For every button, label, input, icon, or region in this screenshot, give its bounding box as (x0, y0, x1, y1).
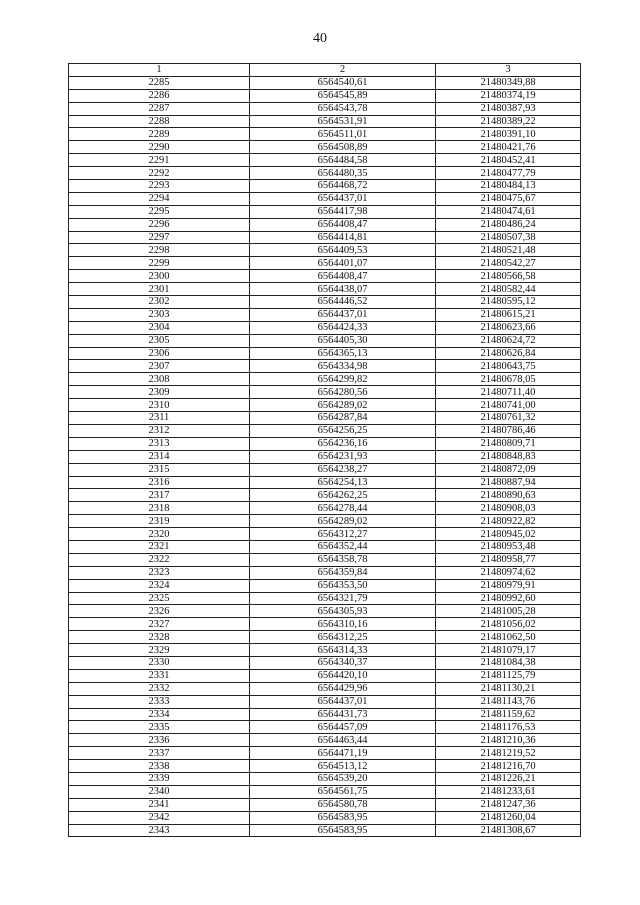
table-row (69, 334, 581, 347)
coordinate-y-cell: 21481062,50 (436, 631, 581, 644)
point-number-cell: 2327 (69, 618, 250, 631)
table-row (69, 760, 581, 773)
point-number-cell: 2338 (69, 760, 250, 773)
coordinate-y-cell: 21481308,67 (436, 824, 581, 837)
coordinate-y-cell: 21480992,60 (436, 592, 581, 605)
coordinate-x-cell: 6564511,01 (250, 128, 436, 141)
table-row (69, 373, 581, 386)
table-row (69, 167, 581, 180)
coordinate-y-cell: 21480979,91 (436, 579, 581, 592)
coordinate-x-cell: 6564437,01 (250, 192, 436, 205)
coordinate-x-cell: 6564437,01 (250, 308, 436, 321)
table-row (69, 695, 581, 708)
point-number-cell: 2343 (69, 824, 250, 837)
table-row (69, 283, 581, 296)
point-number-cell: 2288 (69, 115, 250, 128)
coordinate-x-cell: 6564254,13 (250, 476, 436, 489)
table-row (69, 489, 581, 502)
coordinate-y-cell: 21480809,71 (436, 437, 581, 450)
point-number-cell: 2325 (69, 592, 250, 605)
coordinate-y-cell: 21481079,17 (436, 644, 581, 657)
coordinate-y-cell: 21481084,38 (436, 656, 581, 669)
point-number-cell: 2303 (69, 308, 250, 321)
table-row (69, 515, 581, 528)
coordinate-y-cell: 21480582,44 (436, 283, 581, 296)
point-number-cell: 2326 (69, 605, 250, 618)
point-number-cell: 2313 (69, 437, 250, 450)
point-number-cell: 2318 (69, 502, 250, 515)
point-number-cell: 2294 (69, 192, 250, 205)
point-number-cell: 2341 (69, 798, 250, 811)
coordinate-y-cell: 21481216,70 (436, 760, 581, 773)
coordinate-x-cell: 6564312,27 (250, 528, 436, 541)
point-number-cell: 2304 (69, 321, 250, 334)
point-number-cell: 2335 (69, 721, 250, 734)
point-number-cell: 2329 (69, 644, 250, 657)
coordinate-y-cell: 21480484,13 (436, 180, 581, 193)
coordinate-x-cell: 6564431,73 (250, 708, 436, 721)
coordinate-y-cell: 21480945,02 (436, 528, 581, 541)
point-number-cell: 2301 (69, 283, 250, 296)
table-row (69, 399, 581, 412)
coordinate-x-cell: 6564408,47 (250, 218, 436, 231)
coordinate-y-cell: 21480974,62 (436, 566, 581, 579)
coordinate-y-cell: 21480711,40 (436, 386, 581, 399)
point-number-cell: 2307 (69, 360, 250, 373)
coordinate-y-cell: 21481143,76 (436, 695, 581, 708)
coordinate-x-cell: 6564262,25 (250, 489, 436, 502)
point-number-cell: 2298 (69, 244, 250, 257)
coordinate-x-cell: 6564424,33 (250, 321, 436, 334)
point-number-cell: 2339 (69, 772, 250, 785)
table-row (69, 296, 581, 309)
coordinate-y-cell: 21480387,93 (436, 102, 581, 115)
coordinate-y-cell: 21480521,48 (436, 244, 581, 257)
table-row (69, 244, 581, 257)
coordinate-y-cell: 21480626,84 (436, 347, 581, 360)
coordinate-x-cell: 6564545,89 (250, 89, 436, 102)
coordinate-y-cell: 21480452,41 (436, 154, 581, 167)
coordinate-x-cell: 6564358,78 (250, 553, 436, 566)
table-row (69, 476, 581, 489)
table-row (69, 824, 581, 837)
table-row (69, 721, 581, 734)
coordinate-x-cell: 6564543,78 (250, 102, 436, 115)
coordinate-y-cell: 21481247,36 (436, 798, 581, 811)
point-number-cell: 2319 (69, 515, 250, 528)
point-number-cell: 2317 (69, 489, 250, 502)
point-number-cell: 2290 (69, 141, 250, 154)
coordinate-x-cell: 6564289,02 (250, 515, 436, 528)
coordinate-y-cell: 21480958,77 (436, 553, 581, 566)
coordinate-y-cell: 21480391,10 (436, 128, 581, 141)
coordinate-y-cell: 21481260,04 (436, 811, 581, 824)
table-row (69, 154, 581, 167)
coordinate-x-cell: 6564437,01 (250, 695, 436, 708)
point-number-cell: 2297 (69, 231, 250, 244)
point-number-cell: 2285 (69, 76, 250, 89)
coordinate-y-cell: 21480908,03 (436, 502, 581, 515)
coordinate-x-cell: 6564457,09 (250, 721, 436, 734)
table-row (69, 708, 581, 721)
coordinate-y-cell: 21480872,09 (436, 463, 581, 476)
point-number-cell: 2293 (69, 180, 250, 193)
coordinate-x-cell: 6564280,56 (250, 386, 436, 399)
coordinate-y-cell: 21480953,48 (436, 540, 581, 553)
table-row (69, 540, 581, 553)
coordinate-x-cell: 6564287,84 (250, 412, 436, 425)
point-number-cell: 2286 (69, 89, 250, 102)
coordinate-y-cell: 21481130,21 (436, 682, 581, 695)
point-number-cell: 2309 (69, 386, 250, 399)
coordinate-y-cell: 21480922,82 (436, 515, 581, 528)
point-number-cell: 2322 (69, 553, 250, 566)
coordinate-x-cell: 6564417,98 (250, 205, 436, 218)
table-row (69, 270, 581, 283)
coordinate-y-cell: 21480678,05 (436, 373, 581, 386)
coordinate-x-cell: 6564446,52 (250, 296, 436, 309)
column-header-2: 2 (250, 64, 436, 77)
coordinate-x-cell: 6564359,84 (250, 566, 436, 579)
coordinate-x-cell: 6564312,25 (250, 631, 436, 644)
coordinate-x-cell: 6564352,44 (250, 540, 436, 553)
coordinate-y-cell: 21480624,72 (436, 334, 581, 347)
coordinate-y-cell: 21480623,66 (436, 321, 581, 334)
coordinate-x-cell: 6564561,75 (250, 785, 436, 798)
point-number-cell: 2337 (69, 747, 250, 760)
table-row (69, 772, 581, 785)
coordinate-y-cell: 21481056,02 (436, 618, 581, 631)
table-row (69, 321, 581, 334)
coordinate-x-cell: 6564321,79 (250, 592, 436, 605)
table-row (69, 257, 581, 270)
point-number-cell: 2300 (69, 270, 250, 283)
table-row (69, 463, 581, 476)
coordinate-y-cell: 21480475,67 (436, 192, 581, 205)
point-number-cell: 2292 (69, 167, 250, 180)
coordinate-x-cell: 6564256,25 (250, 424, 436, 437)
coordinate-x-cell: 6564463,44 (250, 734, 436, 747)
coordinate-x-cell: 6564278,44 (250, 502, 436, 515)
coordinate-x-cell: 6564365,13 (250, 347, 436, 360)
coordinate-x-cell: 6564414,81 (250, 231, 436, 244)
coordinate-x-cell: 6564236,16 (250, 437, 436, 450)
point-number-cell: 2328 (69, 631, 250, 644)
coordinate-y-cell: 21480595,12 (436, 296, 581, 309)
coordinate-y-cell: 21480542,27 (436, 257, 581, 270)
column-header-1: 1 (69, 64, 250, 77)
table-row (69, 141, 581, 154)
table-row (69, 592, 581, 605)
point-number-cell: 2333 (69, 695, 250, 708)
table-row (69, 553, 581, 566)
coordinate-x-cell: 6564408,47 (250, 270, 436, 283)
point-number-cell: 2291 (69, 154, 250, 167)
table-row (69, 192, 581, 205)
coordinate-x-cell: 6564305,93 (250, 605, 436, 618)
point-number-cell: 2336 (69, 734, 250, 747)
coordinate-x-cell: 6564429,96 (250, 682, 436, 695)
point-number-cell: 2314 (69, 450, 250, 463)
coordinate-y-cell: 21481125,79 (436, 669, 581, 682)
table-row (69, 566, 581, 579)
coordinate-x-cell: 6564480,35 (250, 167, 436, 180)
point-number-cell: 2331 (69, 669, 250, 682)
coordinate-y-cell: 21480374,19 (436, 89, 581, 102)
table-row (69, 450, 581, 463)
table-row (69, 785, 581, 798)
table-row (69, 231, 581, 244)
coordinate-x-cell: 6564583,95 (250, 811, 436, 824)
table-row (69, 528, 581, 541)
coordinate-y-cell: 21480507,38 (436, 231, 581, 244)
coordinate-y-cell: 21481210,36 (436, 734, 581, 747)
coordinate-y-cell: 21481219,52 (436, 747, 581, 760)
coordinate-y-cell: 21480890,63 (436, 489, 581, 502)
coordinate-y-cell: 21480615,21 (436, 308, 581, 321)
coordinate-x-cell: 6564540,61 (250, 76, 436, 89)
coordinate-y-cell: 21481226,21 (436, 772, 581, 785)
point-number-cell: 2302 (69, 296, 250, 309)
table-row (69, 360, 581, 373)
coordinate-x-cell: 6564405,30 (250, 334, 436, 347)
table-row (69, 682, 581, 695)
table-row (69, 811, 581, 824)
coordinate-x-cell: 6564420,10 (250, 669, 436, 682)
point-number-cell: 2320 (69, 528, 250, 541)
coordinate-x-cell: 6564340,37 (250, 656, 436, 669)
coordinate-x-cell: 6564438,07 (250, 283, 436, 296)
coordinate-y-cell: 21480887,94 (436, 476, 581, 489)
table-row (69, 656, 581, 669)
coordinate-x-cell: 6564580,78 (250, 798, 436, 811)
table-row (69, 798, 581, 811)
table-row (69, 180, 581, 193)
table-row (69, 618, 581, 631)
coordinate-x-cell: 6564583,95 (250, 824, 436, 837)
coordinate-x-cell: 6564289,02 (250, 399, 436, 412)
point-number-cell: 2321 (69, 540, 250, 553)
coordinate-y-cell: 21480761,32 (436, 412, 581, 425)
coordinate-y-cell: 21481176,53 (436, 721, 581, 734)
point-number-cell: 2311 (69, 412, 250, 425)
point-number-cell: 2312 (69, 424, 250, 437)
table-row (69, 386, 581, 399)
coordinate-y-cell: 21480474,61 (436, 205, 581, 218)
coordinate-x-cell: 6564314,33 (250, 644, 436, 657)
coordinate-y-cell: 21481159,62 (436, 708, 581, 721)
table-row (69, 747, 581, 760)
table-row (69, 734, 581, 747)
table-row (69, 89, 581, 102)
point-number-cell: 2340 (69, 785, 250, 798)
point-number-cell: 2316 (69, 476, 250, 489)
table-header-row (69, 64, 581, 77)
coordinates-table (68, 63, 581, 837)
coordinate-y-cell: 21480389,22 (436, 115, 581, 128)
point-number-cell: 2315 (69, 463, 250, 476)
coordinate-y-cell: 21480741,00 (436, 399, 581, 412)
coordinate-x-cell: 6564468,72 (250, 180, 436, 193)
column-header-3: 3 (436, 64, 581, 77)
table-row (69, 669, 581, 682)
point-number-cell: 2296 (69, 218, 250, 231)
point-number-cell: 2299 (69, 257, 250, 270)
coordinate-x-cell: 6564508,89 (250, 141, 436, 154)
point-number-cell: 2334 (69, 708, 250, 721)
coordinate-y-cell: 21480786,46 (436, 424, 581, 437)
coordinate-x-cell: 6564238,27 (250, 463, 436, 476)
coordinate-y-cell: 21480477,79 (436, 167, 581, 180)
coordinate-y-cell: 21480848,83 (436, 450, 581, 463)
table-row (69, 115, 581, 128)
point-number-cell: 2295 (69, 205, 250, 218)
coordinate-x-cell: 6564409,53 (250, 244, 436, 257)
table-row (69, 631, 581, 644)
coordinate-x-cell: 6564513,12 (250, 760, 436, 773)
point-number-cell: 2310 (69, 399, 250, 412)
coordinate-y-cell: 21480566,58 (436, 270, 581, 283)
coordinate-x-cell: 6564334,98 (250, 360, 436, 373)
coordinate-x-cell: 6564401,07 (250, 257, 436, 270)
point-number-cell: 2308 (69, 373, 250, 386)
table-row (69, 605, 581, 618)
point-number-cell: 2332 (69, 682, 250, 695)
table-row (69, 76, 581, 89)
point-number-cell: 2323 (69, 566, 250, 579)
table-row (69, 437, 581, 450)
table-row (69, 308, 581, 321)
point-number-cell: 2342 (69, 811, 250, 824)
table-row (69, 218, 581, 231)
table-body (69, 76, 581, 837)
coordinate-x-cell: 6564299,82 (250, 373, 436, 386)
coordinate-x-cell: 6564539,20 (250, 772, 436, 785)
table-row (69, 347, 581, 360)
point-number-cell: 2306 (69, 347, 250, 360)
table-row (69, 128, 581, 141)
coordinate-y-cell: 21481233,61 (436, 785, 581, 798)
coordinate-y-cell: 21480643,75 (436, 360, 581, 373)
coordinate-y-cell: 21480421,76 (436, 141, 581, 154)
table-row (69, 644, 581, 657)
point-number-cell: 2305 (69, 334, 250, 347)
coordinate-x-cell: 6564231,93 (250, 450, 436, 463)
coordinate-x-cell: 6564531,91 (250, 115, 436, 128)
table-row (69, 424, 581, 437)
coordinate-x-cell: 6564471,19 (250, 747, 436, 760)
table-row (69, 102, 581, 115)
coordinate-y-cell: 21480486,24 (436, 218, 581, 231)
table-row (69, 579, 581, 592)
table-row (69, 502, 581, 515)
coordinate-x-cell: 6564484,58 (250, 154, 436, 167)
point-number-cell: 2289 (69, 128, 250, 141)
coordinate-y-cell: 21481005,28 (436, 605, 581, 618)
page-number: 40 (313, 31, 327, 46)
coordinate-x-cell: 6564353,50 (250, 579, 436, 592)
table-row (69, 205, 581, 218)
point-number-cell: 2330 (69, 656, 250, 669)
point-number-cell: 2287 (69, 102, 250, 115)
table-row (69, 412, 581, 425)
coordinate-x-cell: 6564310,16 (250, 618, 436, 631)
coordinate-y-cell: 21480349,88 (436, 76, 581, 89)
point-number-cell: 2324 (69, 579, 250, 592)
